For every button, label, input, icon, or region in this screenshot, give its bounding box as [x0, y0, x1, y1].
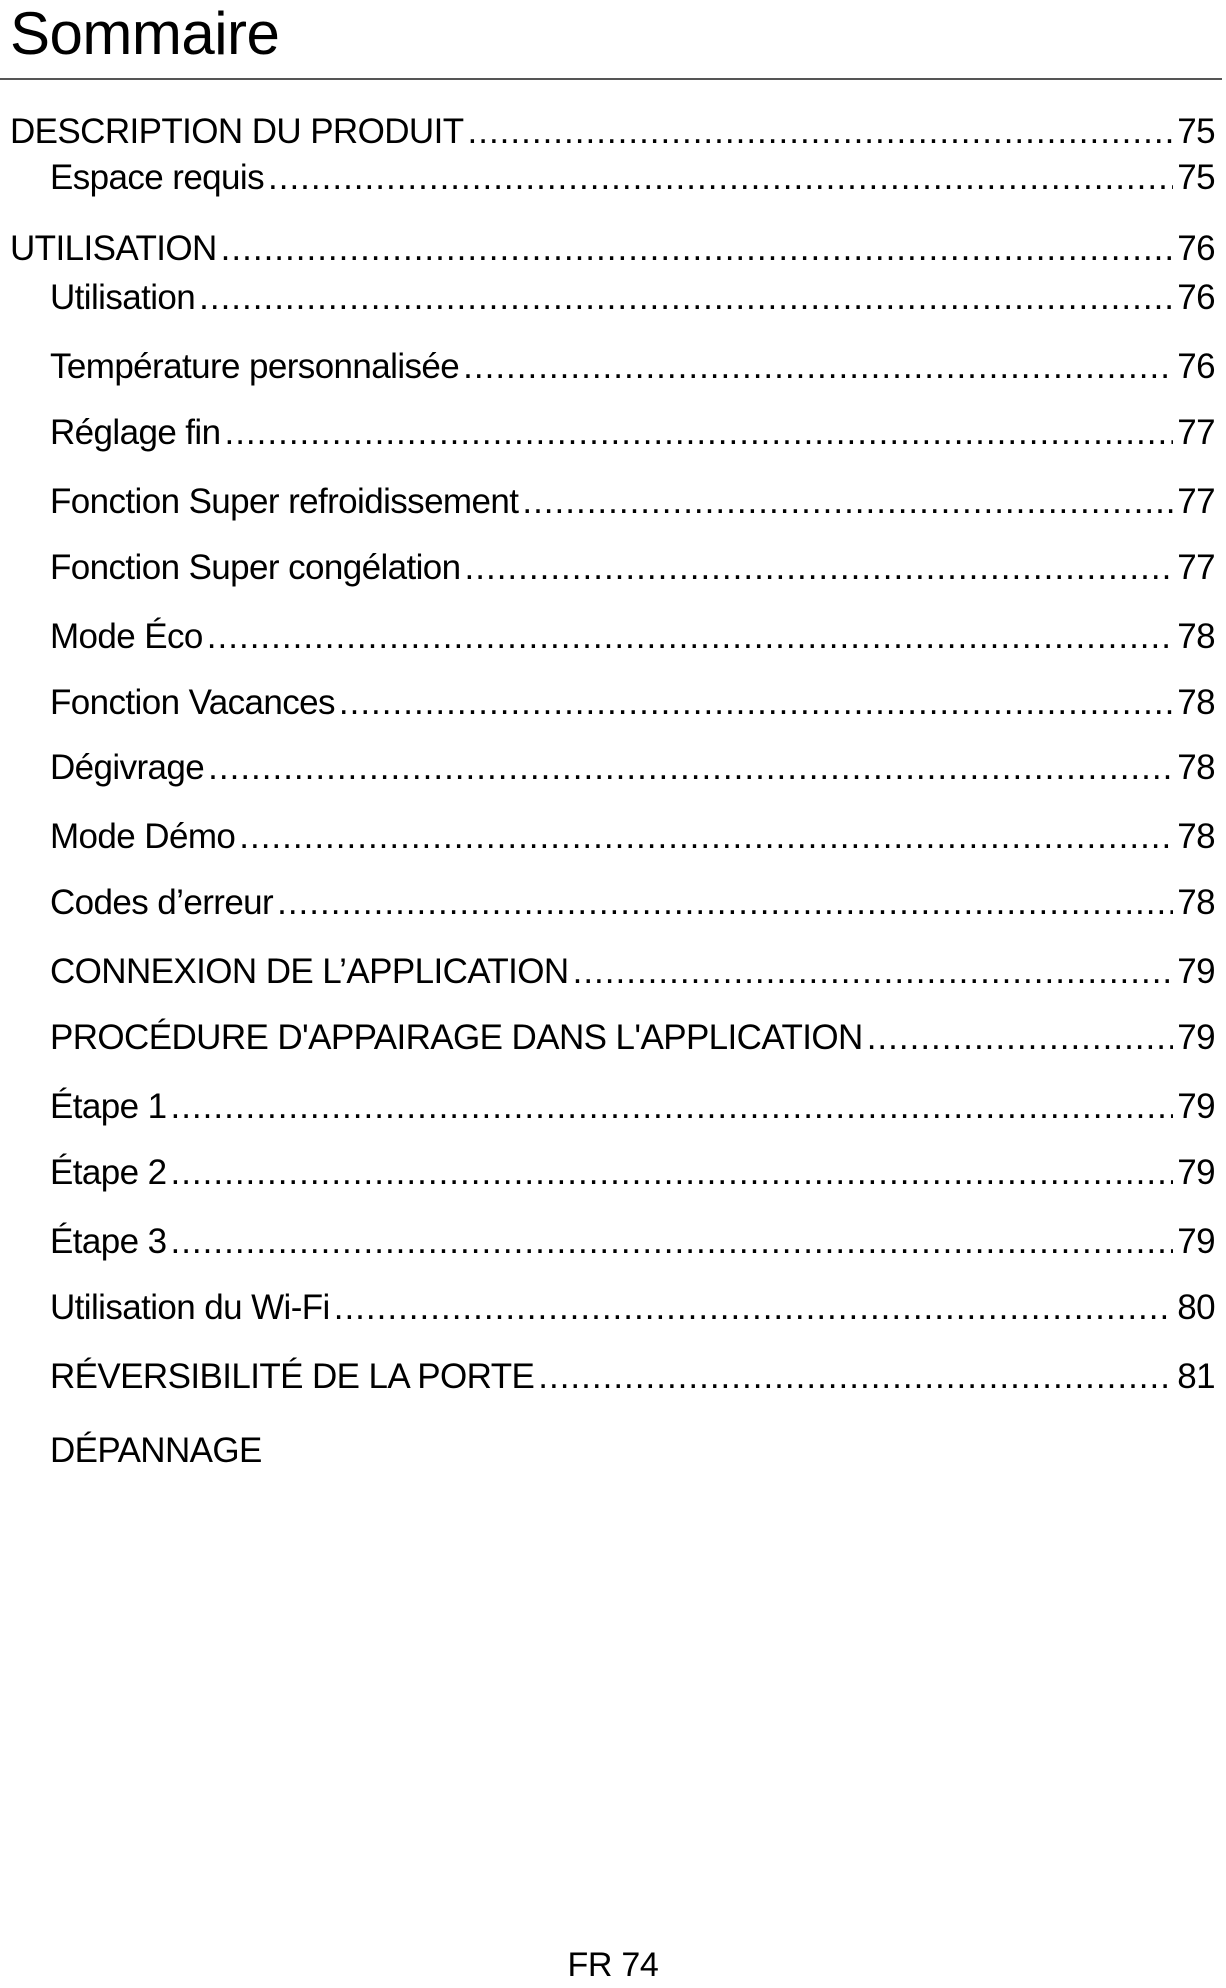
- toc-entry-label: Codes d’erreur: [50, 883, 274, 922]
- toc-dot-leader: [867, 1018, 1174, 1058]
- toc-entry-page: 79: [1177, 1087, 1215, 1126]
- toc-dot-leader: [268, 158, 1173, 198]
- toc-entry-label: Étape 1: [50, 1087, 167, 1126]
- toc-entry[interactable]: [50, 683, 1215, 723]
- toc-dot-leader: [170, 1153, 1173, 1193]
- toc-entry-label: Mode Démo: [50, 817, 236, 856]
- toc-entry-label: DÉPANNAGE: [50, 1431, 262, 1470]
- toc-entry[interactable]: [50, 952, 1215, 992]
- toc-dot-leader: [170, 1087, 1173, 1127]
- toc-entry-page: 79: [1177, 1153, 1215, 1192]
- toc-entry[interactable]: [50, 617, 1215, 657]
- toc-entry[interactable]: [50, 1431, 1215, 1471]
- toc-entry[interactable]: [50, 1222, 1215, 1262]
- toc-entry-label: Utilisation du Wi-Fi: [50, 1288, 330, 1327]
- toc-dot-leader: [207, 617, 1173, 657]
- toc-entry-label: CONNEXION DE L’APPLICATION: [50, 952, 569, 991]
- toc-entry[interactable]: [50, 482, 1215, 522]
- toc-entry-label: PROCÉDURE D'APPAIRAGE DANS L'APPLICATION: [50, 1018, 863, 1057]
- toc-entry-label: Fonction Super congélation: [50, 548, 461, 587]
- toc-entry[interactable]: [50, 883, 1215, 923]
- toc-entry[interactable]: [50, 413, 1215, 453]
- toc-entry-label: Fonction Vacances: [50, 683, 335, 722]
- toc-entry-label: DESCRIPTION DU PRODUIT: [10, 112, 464, 151]
- toc-dot-leader: [239, 817, 1173, 857]
- toc-dot-leader: [538, 1357, 1173, 1397]
- toc-entry-page: 80: [1177, 1288, 1215, 1327]
- toc-entry-page: 78: [1177, 883, 1215, 922]
- toc-dot-leader: [277, 883, 1173, 923]
- toc-entry-label: Mode Éco: [50, 617, 203, 656]
- toc-entry-label: Espace requis: [50, 158, 264, 197]
- toc-entry-label: Réglage fin: [50, 413, 221, 452]
- toc-entry[interactable]: [50, 1357, 1215, 1397]
- toc-entry[interactable]: [10, 229, 1215, 269]
- title-divider: [0, 78, 1222, 80]
- toc-dot-leader: [170, 1222, 1173, 1262]
- toc-entry-page: 76: [1177, 229, 1215, 268]
- toc-entry-page: 79: [1177, 952, 1215, 991]
- toc-entry[interactable]: [50, 748, 1215, 788]
- toc-dot-leader: [339, 683, 1173, 723]
- page-number-footer: FR 74: [567, 1946, 659, 1984]
- toc-entry[interactable]: [50, 1288, 1215, 1328]
- toc-entry-label: Température personnalisée: [50, 347, 460, 386]
- toc-entry-label: RÉVERSIBILITÉ DE LA PORTE: [50, 1357, 535, 1396]
- toc-entry-page: 81: [1177, 1357, 1215, 1396]
- toc-entry-label: Étape 3: [50, 1222, 167, 1261]
- toc-entry-page: 79: [1177, 1018, 1215, 1057]
- toc-entry[interactable]: [50, 158, 1215, 198]
- toc-entry-page: 77: [1177, 548, 1215, 587]
- toc-entry-page: 76: [1177, 278, 1215, 317]
- toc-entry[interactable]: [10, 112, 1215, 152]
- toc-dot-leader: [224, 413, 1173, 453]
- toc-dot-leader: [573, 952, 1174, 992]
- toc-entry-page: 79: [1177, 1222, 1215, 1261]
- toc-dot-leader: [199, 278, 1173, 318]
- toc-entry[interactable]: [50, 548, 1215, 588]
- toc-dot-leader: [208, 748, 1173, 788]
- toc-entry-page: 78: [1177, 817, 1215, 856]
- toc-entry-label: Dégivrage: [50, 748, 205, 787]
- toc-entry-page: 77: [1177, 482, 1215, 521]
- toc-entry[interactable]: [50, 347, 1215, 387]
- toc-entry-page: 76: [1177, 347, 1215, 386]
- toc-entry-page: 78: [1177, 617, 1215, 656]
- toc-dot-leader: [465, 548, 1174, 588]
- toc-entry[interactable]: [50, 278, 1215, 318]
- toc-entry-label: Étape 2: [50, 1153, 167, 1192]
- toc-dot-leader: [334, 1288, 1174, 1328]
- page-title: Sommaire: [10, 0, 280, 67]
- toc-entry[interactable]: [50, 1087, 1215, 1127]
- toc-dot-leader: [468, 112, 1174, 152]
- toc-entry-label: UTILISATION: [10, 229, 217, 268]
- toc-dot-leader: [221, 229, 1174, 269]
- toc-dot-leader: [463, 347, 1173, 387]
- toc-entry-page: 75: [1177, 112, 1215, 151]
- toc-entry-page: 78: [1177, 748, 1215, 787]
- toc-entry-page: 75: [1177, 158, 1215, 197]
- toc-entry-label: Fonction Super refroidissement: [50, 482, 519, 521]
- toc-entry-page: 78: [1177, 683, 1215, 722]
- toc-dot-leader: [522, 482, 1173, 522]
- toc-entry[interactable]: [50, 817, 1215, 857]
- toc-entry-label: Utilisation: [50, 278, 196, 317]
- toc-entry[interactable]: [50, 1153, 1215, 1193]
- toc-entry-page: 77: [1177, 413, 1215, 452]
- toc-entry[interactable]: [50, 1018, 1215, 1058]
